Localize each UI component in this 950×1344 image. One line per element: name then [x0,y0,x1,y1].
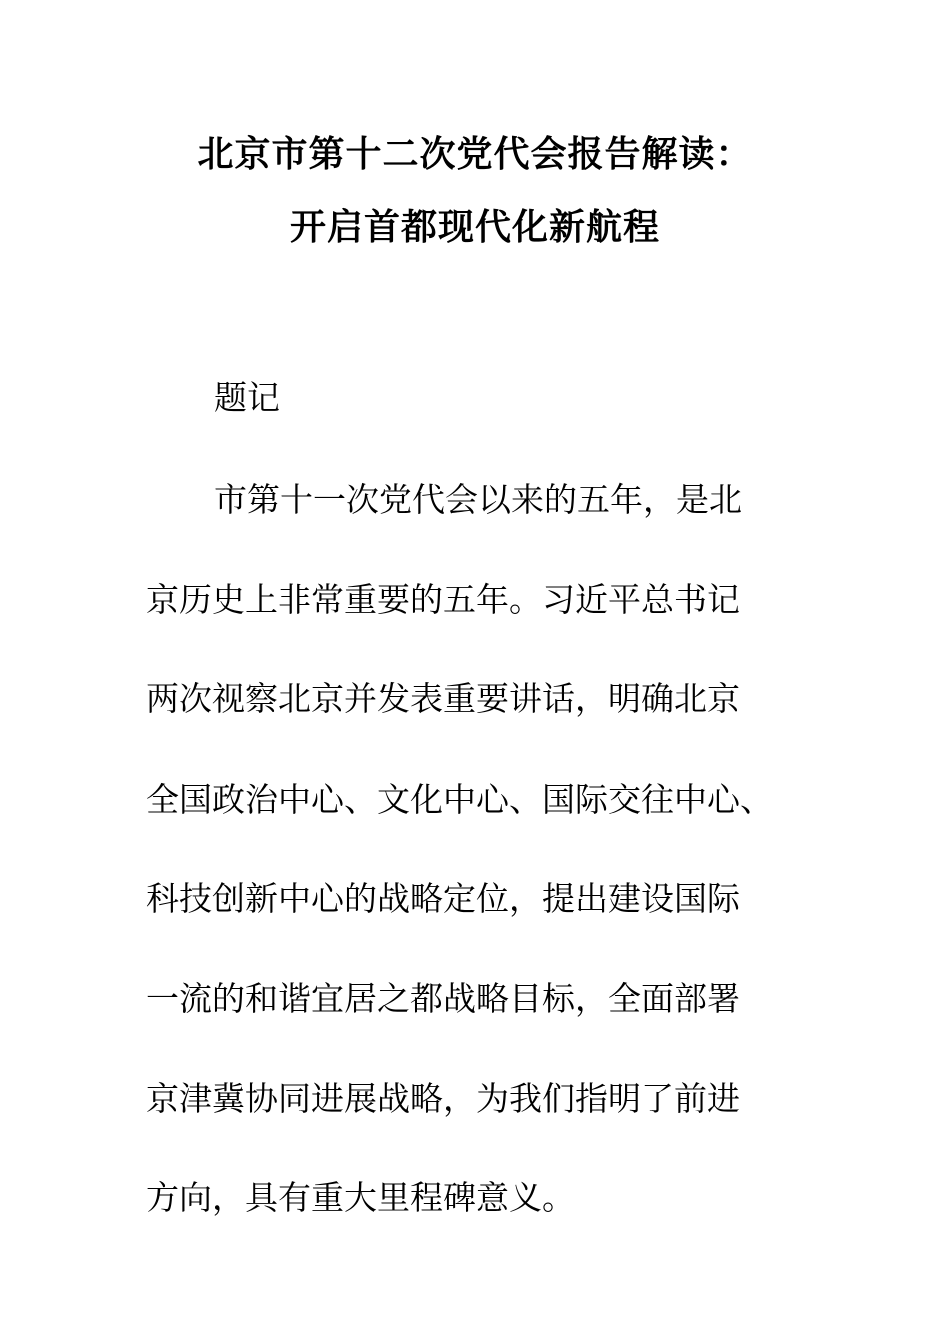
body-line-3: 两次视察北京并发表重要讲话，明确北京 [146,679,740,718]
document-title-line-2: 开启首都现代化新航程 [289,207,660,248]
body-line-7: 京津冀协同进展战略，为我们指明了前进 [146,1079,740,1118]
body-line-1: 市第十一次党代会以来的五年，是北 [214,480,742,519]
section-heading: 题记 [214,378,280,417]
document-title-line-1: 北京市第十二次党代会报告解读： [197,134,753,175]
body-line-8: 方向，具有重大里程碑意义。 [146,1178,575,1217]
body-line-4: 全国政治中心、文化中心、国际交往中心、 [146,780,773,819]
body-line-6: 一流的和谐宜居之都战略目标，全面部署 [146,979,740,1018]
body-line-5: 科技创新中心的战略定位，提出建设国际 [146,879,740,918]
body-line-2: 京历史上非常重要的五年。习近平总书记 [146,580,740,619]
